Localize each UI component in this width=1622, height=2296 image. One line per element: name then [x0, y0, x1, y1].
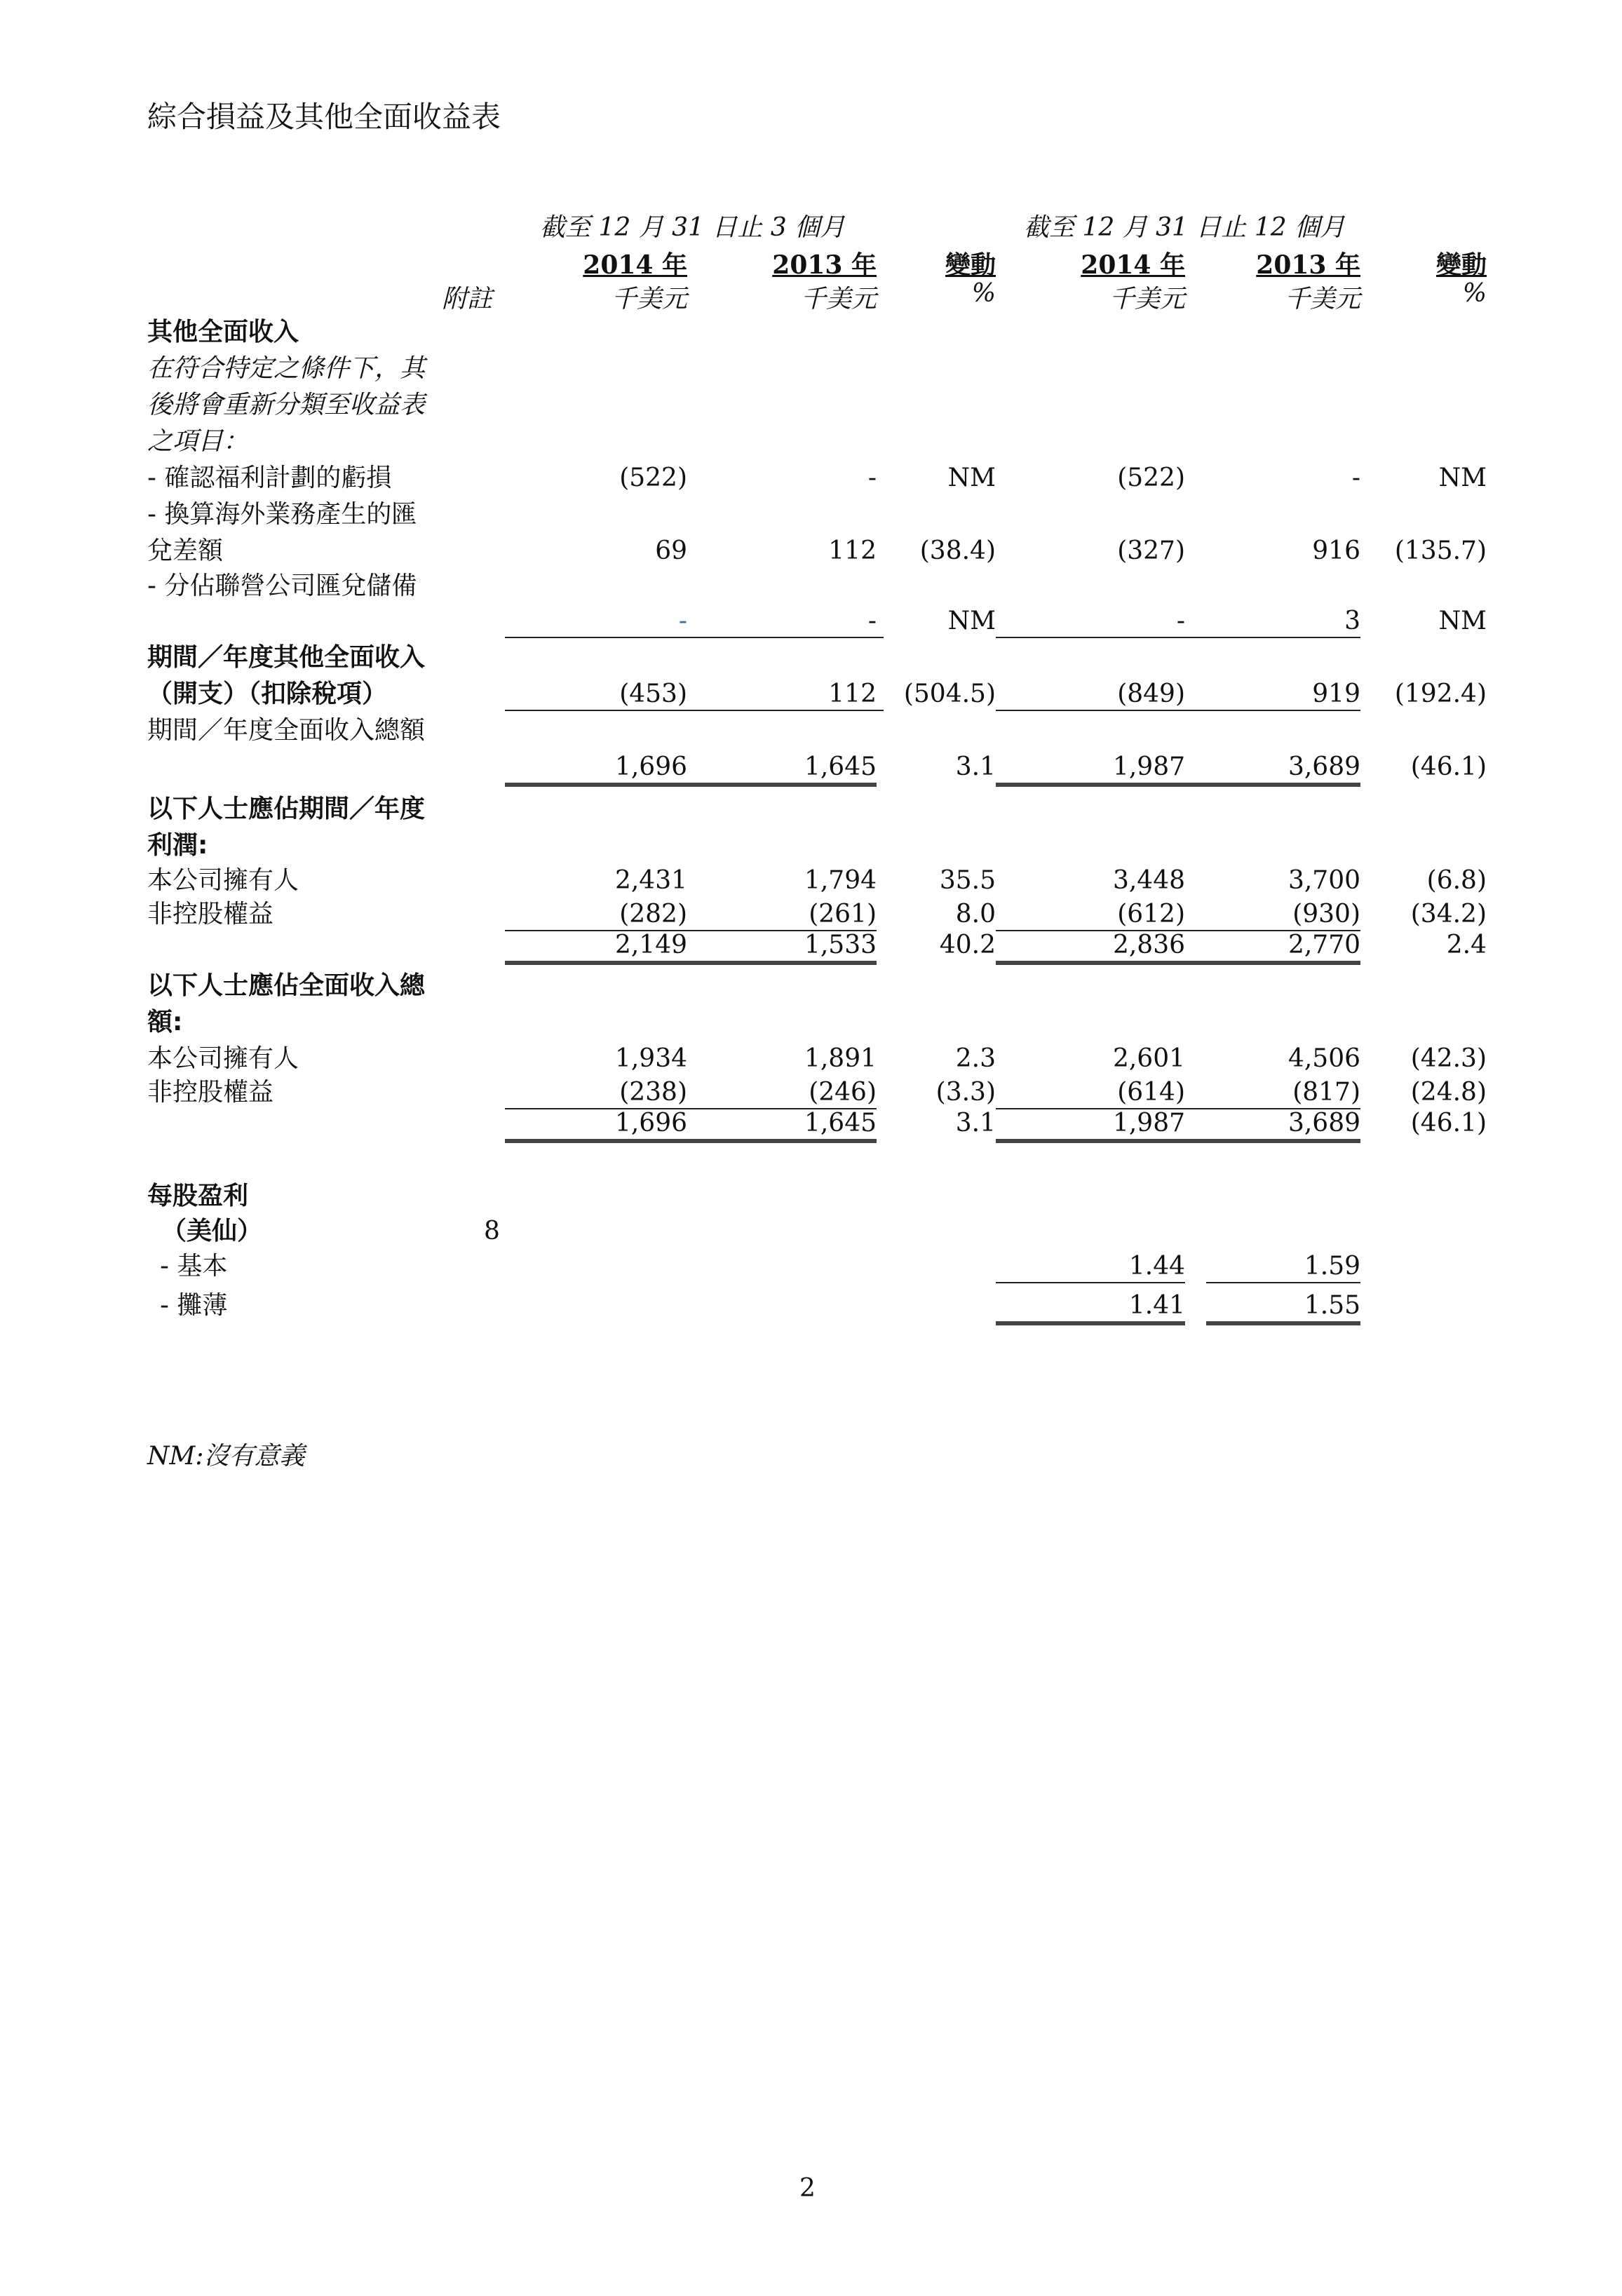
unit-3m-2014: 千美元	[611, 285, 687, 313]
period-3m-header: 截至 12 月 31 日止 3 個月	[540, 213, 846, 242]
cell: (42.3)	[1410, 1044, 1487, 1073]
cell: -	[867, 607, 877, 635]
cell: 1,987	[1112, 752, 1185, 781]
cell: 1,645	[804, 752, 877, 781]
double-underline	[505, 961, 877, 965]
underline	[505, 637, 884, 638]
underline	[996, 637, 1360, 638]
cell: 3.1	[955, 1109, 996, 1137]
cell: -	[867, 464, 877, 492]
cell: 3,689	[1288, 1109, 1360, 1137]
cell: NM	[1438, 464, 1487, 492]
cell: 3.1	[955, 752, 996, 781]
unit-12m-2014: 千美元	[1109, 285, 1185, 313]
cell: 1.41	[1128, 1291, 1185, 1320]
row-label: - 換算海外業務產生的匯兌差額	[147, 500, 417, 565]
cell: (135.7)	[1394, 536, 1487, 565]
cell: (46.1)	[1410, 1109, 1487, 1137]
row-label: 期間／年度其他全面收入（開支）（扣除稅項）	[147, 643, 426, 708]
cell: 2,836	[1112, 931, 1185, 959]
double-underline	[505, 1139, 877, 1143]
cell: -	[678, 607, 687, 635]
double-underline	[1206, 1321, 1360, 1325]
col-3m-change: 變動	[945, 250, 996, 280]
row-label: - 分佔聯營公司匯兌儲備	[147, 572, 417, 600]
cell: 69	[655, 536, 687, 565]
cell: (327)	[1117, 536, 1185, 565]
cell: 1.59	[1304, 1252, 1360, 1281]
cell: (930)	[1292, 900, 1360, 928]
cell: (238)	[619, 1078, 687, 1107]
section-oci-subtitle: 在符合特定之條件下，其後將會重新分類至收益表之項目：	[147, 354, 426, 456]
period-12m-header: 截至 12 月 31 日止 12 個月	[1024, 213, 1346, 242]
cell: (453)	[619, 680, 687, 708]
eps-unit: （美仙）	[161, 1217, 263, 1245]
col-12m-change: 變動	[1435, 250, 1487, 280]
double-underline	[505, 783, 877, 787]
unit-12m-change: %	[1462, 279, 1487, 308]
cell: NM	[947, 607, 996, 635]
row-label: - 攤薄	[160, 1291, 228, 1320]
page-number: 2	[799, 2174, 816, 2203]
cell: 8.0	[955, 900, 996, 928]
section-eps-title: 每股盈利	[147, 1182, 249, 1210]
cell: NM	[1438, 607, 1487, 635]
cell: 2,149	[614, 931, 687, 959]
cell: 1.44	[1128, 1252, 1185, 1281]
cell: (246)	[809, 1078, 877, 1107]
col-12m-2013: 2013 年	[1256, 250, 1360, 280]
cell: 916	[1312, 536, 1360, 565]
cell: (612)	[1117, 900, 1185, 928]
row-label: - 基本	[160, 1252, 228, 1281]
cell: 1,891	[804, 1044, 877, 1073]
cell: 4,506	[1288, 1044, 1360, 1073]
cell: (46.1)	[1410, 752, 1487, 781]
cell: (522)	[1117, 464, 1185, 492]
section-profit-title: 以下人士應佔期間／年度利潤:	[147, 795, 426, 860]
double-underline	[996, 783, 1360, 787]
cell: (504.5)	[903, 680, 996, 708]
col-12m-2014: 2014 年	[1081, 250, 1185, 280]
cell: (34.2)	[1410, 900, 1487, 928]
cell: 1.55	[1304, 1291, 1360, 1320]
cell: (192.4)	[1394, 680, 1487, 708]
row-label: - 確認福利計劃的虧損	[147, 464, 392, 492]
cell: (24.8)	[1410, 1078, 1487, 1107]
cell: 1,794	[804, 866, 877, 895]
unit-3m-2013: 千美元	[800, 285, 877, 313]
section-oci-title: 其他全面收入	[147, 318, 299, 346]
cell: 1,987	[1112, 1109, 1185, 1137]
unit-12m-2013: 千美元	[1284, 285, 1360, 313]
cell: 40.2	[939, 931, 996, 959]
cell: (522)	[619, 464, 687, 492]
col-3m-2014: 2014 年	[583, 250, 687, 280]
row-label: 期間／年度全面收入總額	[147, 716, 426, 745]
cell: 112	[828, 680, 877, 708]
underline	[996, 710, 1360, 711]
row-label: 非控股權益	[147, 1078, 274, 1107]
cell: 3,689	[1288, 752, 1360, 781]
cell: 112	[828, 536, 877, 565]
cell: 2,431	[614, 866, 687, 895]
row-label: 本公司擁有人	[147, 866, 299, 895]
eps-note-ref: 8	[484, 1217, 500, 1245]
cell: NM	[947, 464, 996, 492]
cell: -	[1176, 607, 1185, 635]
cell: -	[1351, 464, 1360, 492]
cell: 2.4	[1446, 931, 1487, 959]
cell: (282)	[619, 900, 687, 928]
cell: 919	[1312, 680, 1360, 708]
cell: (614)	[1117, 1078, 1185, 1107]
double-underline	[996, 1321, 1185, 1325]
cell: 2.3	[955, 1044, 996, 1073]
cell: 1,696	[614, 752, 687, 781]
underline	[996, 1282, 1185, 1283]
cell: 2,601	[1112, 1044, 1185, 1073]
cell: 1,533	[804, 931, 877, 959]
cell: (261)	[809, 900, 877, 928]
cell: 3,700	[1288, 866, 1360, 895]
cell: (3.3)	[935, 1078, 996, 1107]
footnote: NM:沒有意義	[147, 1442, 305, 1471]
cell: (849)	[1117, 680, 1185, 708]
section-tci-title: 以下人士應佔全面收入總額:	[147, 971, 426, 1036]
row-label: 本公司擁有人	[147, 1044, 299, 1073]
cell: 1,934	[614, 1044, 687, 1073]
double-underline	[996, 961, 1360, 965]
cell: 35.5	[939, 866, 996, 895]
cell: 3	[1344, 607, 1360, 635]
cell: (38.4)	[919, 536, 996, 565]
double-underline	[996, 1139, 1360, 1143]
unit-3m-change: %	[971, 279, 996, 308]
cell: 2,770	[1288, 931, 1360, 959]
cell: 3,448	[1112, 866, 1185, 895]
underline	[1206, 1282, 1360, 1283]
page-title: 綜合損益及其他全面收益表	[147, 100, 501, 134]
cell: (6.8)	[1426, 866, 1487, 895]
cell: 1,645	[804, 1109, 877, 1137]
underline	[505, 710, 884, 711]
col-3m-2013: 2013 年	[772, 250, 877, 280]
row-label: 非控股權益	[147, 900, 274, 928]
cell: (817)	[1292, 1078, 1360, 1107]
cell: 1,696	[614, 1109, 687, 1137]
note-header: 附註	[442, 285, 493, 313]
